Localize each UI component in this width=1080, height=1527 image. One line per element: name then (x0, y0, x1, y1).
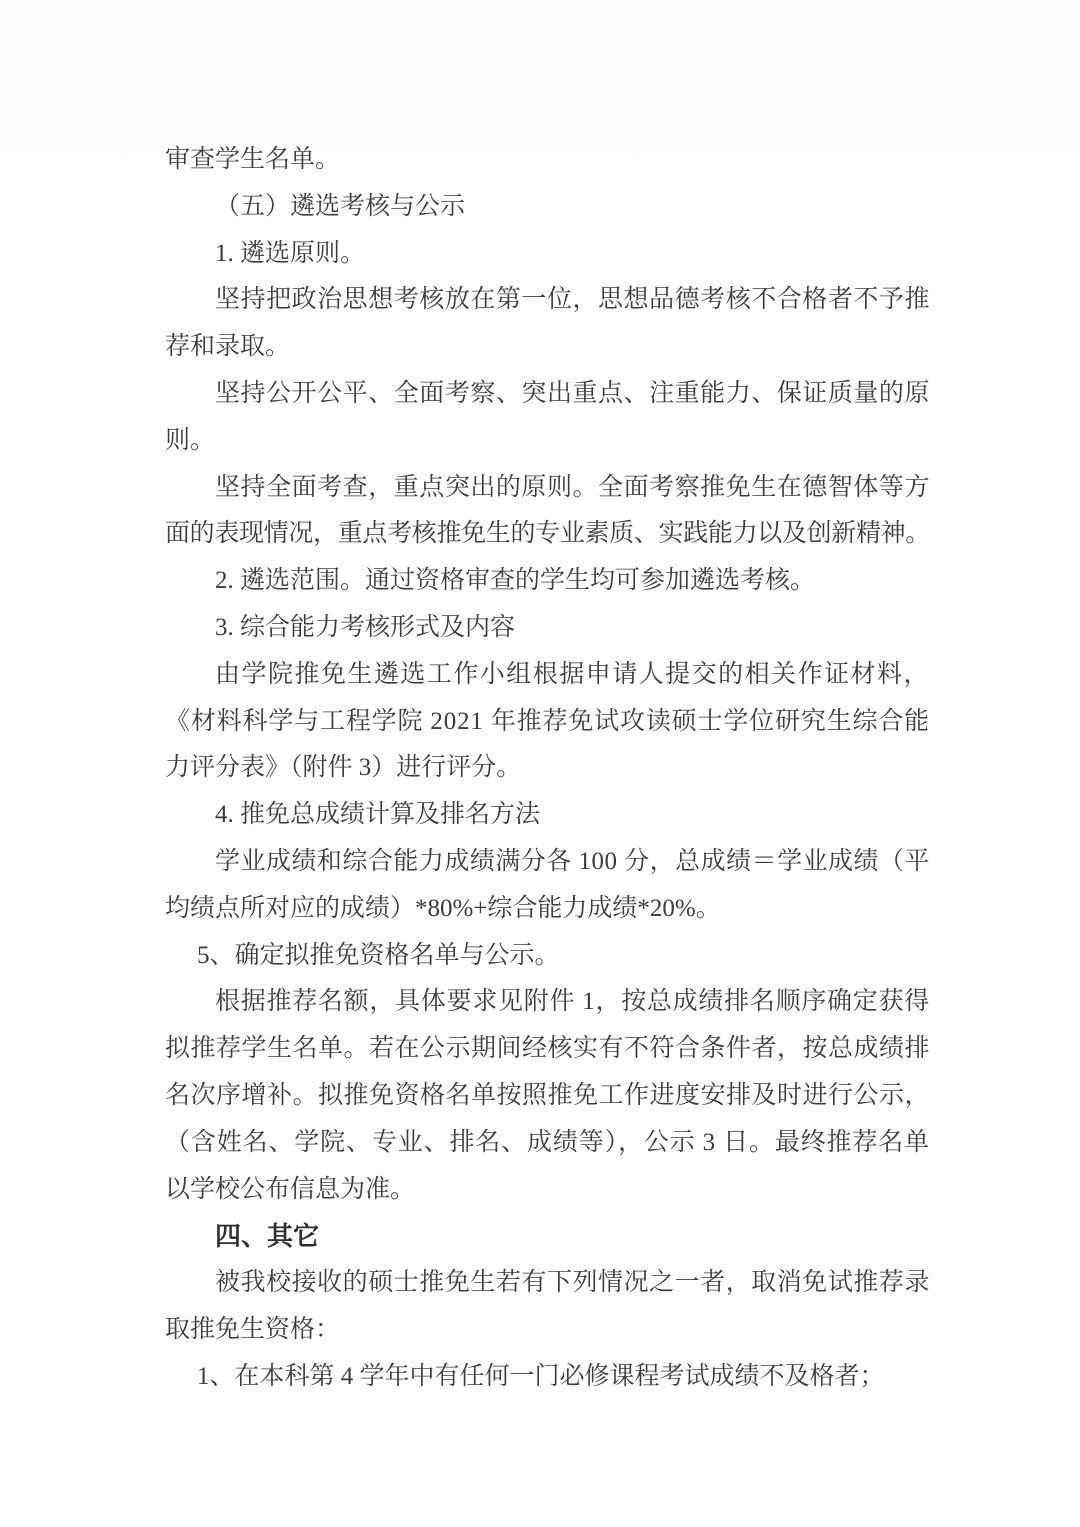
text-line-content: 均绩点所对应的成绩）*80%+综合能力成绩*20%。 (165, 894, 721, 922)
text-line (215, 465, 930, 512)
text-line (215, 605, 930, 652)
text-line-content: 荐和录取。 (165, 333, 291, 361)
text-line-content: 5、确定拟推免资格名单与公示。 (197, 941, 560, 969)
text-line-content: 2. 遴选范围。通过资格审查的学生均可参加遴选考核。 (215, 567, 816, 595)
text-line-content: 被我校接收的硕士推免生若有下列情况之一者，取消免试推荐录 (215, 1269, 930, 1297)
text-line-content: 学业成绩和综合能力成绩满分各 100 分，总成绩＝学业成绩（平 (215, 847, 930, 875)
text-line (165, 511, 930, 558)
text-line-content: 审查学生名单。 (165, 146, 341, 173)
text-line-content: 《材料科学与工程学院 2021 年推荐免试攻读硕士学位研究生综合能 (165, 707, 930, 735)
text-line-content: 1. 遴选原则。 (215, 239, 366, 267)
text-line-content: 名次序增补。拟推免资格名单按照推免工作进度安排及时进行公示， (165, 1081, 930, 1109)
text-line (215, 371, 930, 418)
text-line-content: 以学校公布信息为准。 (165, 1175, 416, 1203)
text-line (165, 886, 930, 933)
text-line (165, 324, 930, 371)
text-line (165, 1120, 930, 1167)
text-line-content: 4. 推免总成绩计算及排名方法 (215, 801, 541, 829)
text-line-content: 1、在本科第 4 学年中有任何一门必修课程考试成绩不及格者； (197, 1362, 885, 1390)
text-line-content: 3. 综合能力考核形式及内容 (215, 613, 516, 641)
text-line-content: 则。 (165, 426, 216, 454)
text-line-content: 由学院推免生遴选工作小组根据申请人提交的相关作证材料， (215, 660, 930, 688)
document-body (165, 137, 930, 1401)
text-line (215, 277, 930, 324)
text-line-content: 坚持全面考查，重点突出的原则。全面考察推免生在德智体等方 (215, 473, 930, 501)
text-line (215, 231, 930, 278)
text-line (215, 979, 930, 1026)
text-line-content: 坚持公开公平、全面考察、突出重点、注重能力、保证质量的原 (215, 379, 930, 407)
text-line (197, 933, 930, 980)
text-line (215, 1260, 930, 1307)
text-line (165, 418, 930, 465)
text-line (165, 1073, 930, 1120)
text-line (215, 652, 930, 699)
text-line (215, 792, 930, 839)
text-line-content: 力评分表》（附件 3）进行评分。 (165, 754, 522, 782)
text-line (165, 1167, 930, 1214)
text-line (165, 1307, 930, 1354)
text-line (215, 184, 930, 231)
text-line-content: （含姓名、学院、专业、排名、成绩等），公示 3 日。最终推荐名单 (165, 1128, 930, 1156)
text-line-content: 面的表现情况，重点考核推免生的专业素质、实践能力以及创新精神。 (165, 520, 930, 548)
text-line (197, 1354, 930, 1401)
text-line-content: 四、其它 (215, 1221, 320, 1252)
text-line-content: 拟推荐学生名单。若在公示期间经核实有不符合条件者，按总成绩排 (165, 1035, 930, 1063)
text-line-content: 根据推荐名额，具体要求见附件 1，按总成绩排名顺序确定获得 (215, 988, 930, 1016)
text-line (215, 558, 930, 605)
text-line-content: （五）遴选考核与公示 (215, 192, 466, 220)
text-line (165, 699, 930, 746)
text-line-content: 坚持把政治思想考核放在第一位，思想品德考核不合格者不予推 (215, 286, 930, 314)
text-line (165, 745, 930, 792)
text-line (165, 137, 930, 184)
section-heading (215, 1213, 930, 1260)
text-line (165, 1026, 930, 1073)
text-line-content: 取推免生资格： (165, 1315, 341, 1343)
text-line (215, 839, 930, 886)
